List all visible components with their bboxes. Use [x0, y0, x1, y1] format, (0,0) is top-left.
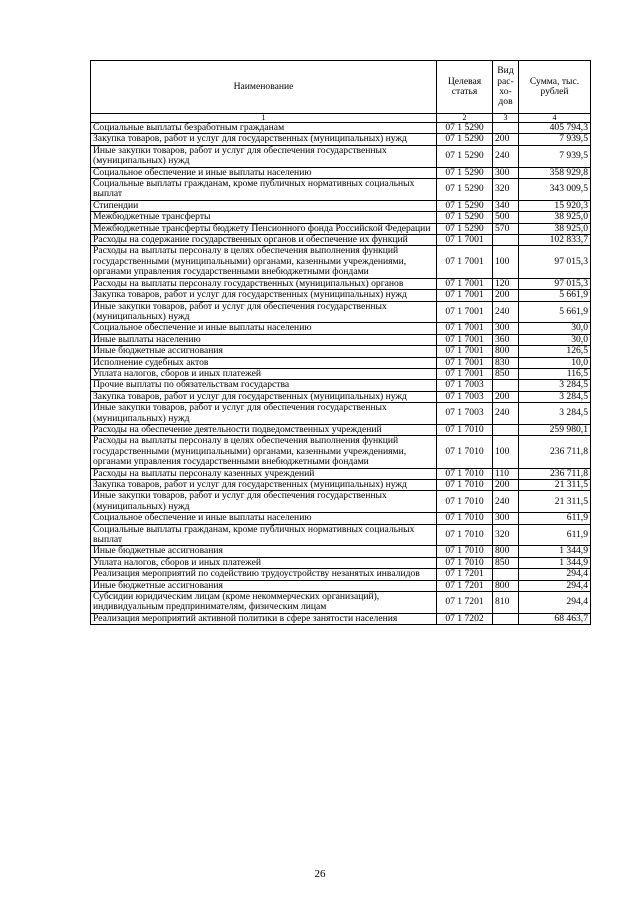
- table-row: [91, 123, 591, 134]
- cell-target-article: 07 1 7010: [437, 546, 493, 557]
- cell-amount: 10,0: [519, 357, 591, 368]
- cell-name: Межбюджетные трансферты бюджету Пенсионного фонда Российской Федерации: [91, 223, 437, 234]
- cell-name: Прочие выплаты по обязательствам государства: [91, 380, 437, 391]
- cell-name: Исполнение судебных актов: [91, 357, 437, 368]
- cell-name: Иные закупки товаров, работ и услуг для обеспечения государственных (муниципальных) нужд: [91, 491, 437, 513]
- cell-amount: 3 284,5: [519, 403, 591, 425]
- cell-expense-type: 200: [493, 391, 519, 402]
- cell-target-article: 07 1 5290: [437, 179, 493, 201]
- cell-expense-type: 320: [493, 524, 519, 546]
- table-row: [91, 491, 591, 513]
- cell-name: Социальное обеспечение и иные выплаты населению: [91, 323, 437, 334]
- header-code: Целевая статья: [437, 61, 493, 114]
- cell-name: Уплата налогов, сборов и иных платежей: [91, 368, 437, 379]
- table-row: [91, 278, 591, 289]
- cell-target-article: 07 1 7001: [437, 346, 493, 357]
- cell-expense-type: 100: [493, 436, 519, 468]
- cell-target-article: 07 1 7201: [437, 580, 493, 591]
- cell-amount: 126,5: [519, 346, 591, 357]
- cell-expense-type: 300: [493, 323, 519, 334]
- table-row: [91, 613, 591, 624]
- cell-name: Реализация мероприятий активной политики в сфере занятости населения: [91, 613, 437, 624]
- cell-amount: 5 661,9: [519, 301, 591, 323]
- cell-name: Реализация мероприятий по содействию трудоустройству незанятых инвалидов: [91, 569, 437, 580]
- table-row: [91, 524, 591, 546]
- cell-name: Социальные выплаты гражданам, кроме публичных нормативных социальных выплат: [91, 524, 437, 546]
- table-row: [91, 346, 591, 357]
- cell-amount: 38 925,0: [519, 223, 591, 234]
- cell-target-article: 07 1 7010: [437, 468, 493, 479]
- cell-amount: 1 344,9: [519, 557, 591, 568]
- cell-expense-type: 810: [493, 592, 519, 614]
- cell-amount: 3 284,5: [519, 391, 591, 402]
- cell-amount: 38 925,0: [519, 212, 591, 223]
- cell-target-article: 07 1 7001: [437, 301, 493, 323]
- table-row: [91, 134, 591, 145]
- header-row: [91, 61, 591, 114]
- cell-amount: 358 929,8: [519, 167, 591, 178]
- cell-target-article: 07 1 7010: [437, 424, 493, 435]
- cell-amount: 5 661,9: [519, 290, 591, 301]
- cell-name: Закупка товаров, работ и услуг для государственных (муниципальных) нужд: [91, 134, 437, 145]
- table-row: [91, 145, 591, 167]
- table-row: [91, 580, 591, 591]
- table-row: [91, 391, 591, 402]
- cell-target-article: 07 1 7001: [437, 235, 493, 246]
- cell-name: Социальные выплаты гражданам, кроме публичных нормативных социальных выплат: [91, 179, 437, 201]
- cell-amount: 21 311,5: [519, 491, 591, 513]
- cell-expense-type: 570: [493, 223, 519, 234]
- cell-amount: 343 009,5: [519, 179, 591, 201]
- cell-target-article: 07 1 7003: [437, 380, 493, 391]
- cell-expense-type: 830: [493, 357, 519, 368]
- cell-name: Иные бюджетные ассигнования: [91, 346, 437, 357]
- cell-expense-type: 240: [493, 491, 519, 513]
- table-row: [91, 368, 591, 379]
- cell-amount: 68 463,7: [519, 613, 591, 624]
- cell-target-article: 07 1 7202: [437, 613, 493, 624]
- cell-amount: 294,4: [519, 592, 591, 614]
- cell-target-article: 07 1 7001: [437, 278, 493, 289]
- table-row: [91, 212, 591, 223]
- cell-target-article: 07 1 7201: [437, 592, 493, 614]
- cell-expense-type: 100: [493, 246, 519, 278]
- cell-name: Субсидии юридическим лицам (кроме некоммерческих организаций), индивидуальным предпринимателям, физическим лицам: [91, 592, 437, 614]
- cell-amount: 259 980,1: [519, 424, 591, 435]
- cell-name: Стипендии: [91, 200, 437, 211]
- cell-expense-type: 200: [493, 290, 519, 301]
- table-row: [91, 436, 591, 468]
- cell-name: Расходы на обеспечение деятельности подведомственных учреждений: [91, 424, 437, 435]
- header-sum: Сумма, тыс. рублей: [519, 61, 591, 114]
- cell-expense-type: 120: [493, 278, 519, 289]
- cell-target-article: 07 1 7001: [437, 368, 493, 379]
- table-row: [91, 323, 591, 334]
- table-row: [91, 246, 591, 278]
- cell-name: Иные закупки товаров, работ и услуг для обеспечения государственных (муниципальных) нужд: [91, 145, 437, 167]
- cell-target-article: 07 1 5290: [437, 212, 493, 223]
- table-row: [91, 569, 591, 580]
- cell-target-article: 07 1 7001: [437, 246, 493, 278]
- cell-expense-type: [493, 380, 519, 391]
- table-row: [91, 380, 591, 391]
- cell-target-article: 07 1 5290: [437, 167, 493, 178]
- cell-expense-type: 850: [493, 368, 519, 379]
- cell-expense-type: 850: [493, 557, 519, 568]
- cell-expense-type: 200: [493, 480, 519, 491]
- cell-amount: 30,0: [519, 323, 591, 334]
- cell-target-article: 07 1 7010: [437, 491, 493, 513]
- cell-target-article: 07 1 5290: [437, 145, 493, 167]
- cell-name: Межбюджетные трансферты: [91, 212, 437, 223]
- cell-expense-type: 800: [493, 580, 519, 591]
- cell-amount: 611,9: [519, 513, 591, 524]
- cell-amount: 15 920,3: [519, 200, 591, 211]
- cell-name: Расходы на содержание государственных органов и обеспечение их функций: [91, 235, 437, 246]
- cell-name: Закупка товаров, работ и услуг для государственных (муниципальных) нужд: [91, 391, 437, 402]
- table-row: [91, 179, 591, 201]
- cell-name: Расходы на выплаты персоналу государственных (муниципальных) органов: [91, 278, 437, 289]
- cell-amount: 21 311,5: [519, 480, 591, 491]
- column-number: 4: [519, 114, 591, 123]
- cell-expense-type: 800: [493, 346, 519, 357]
- cell-name: Уплата налогов, сборов и иных платежей: [91, 557, 437, 568]
- cell-target-article: 07 1 5290: [437, 200, 493, 211]
- table-row: [91, 546, 591, 557]
- table-row: [91, 592, 591, 614]
- cell-amount: 611,9: [519, 524, 591, 546]
- cell-expense-type: 340: [493, 200, 519, 211]
- cell-name: Иные бюджетные ассигнования: [91, 546, 437, 557]
- cell-name: Расходы на выплаты персоналу казенных учреждений: [91, 468, 437, 479]
- page-number: 26: [314, 868, 326, 880]
- cell-expense-type: 240: [493, 403, 519, 425]
- cell-name: Иные закупки товаров, работ и услуг для обеспечения государственных (муниципальных) нужд: [91, 403, 437, 425]
- cell-amount: 236 711,8: [519, 468, 591, 479]
- cell-amount: 236 711,8: [519, 436, 591, 468]
- cell-expense-type: [493, 123, 519, 134]
- cell-amount: 7 939,5: [519, 134, 591, 145]
- table-header: [91, 61, 591, 123]
- budget-table: [90, 60, 591, 625]
- header-name: Наименование: [91, 61, 437, 114]
- table-row: [91, 357, 591, 368]
- column-number: 2: [437, 114, 493, 123]
- cell-target-article: 07 1 7201: [437, 569, 493, 580]
- table-row: [91, 290, 591, 301]
- cell-expense-type: 200: [493, 134, 519, 145]
- cell-name: Социальное обеспечение и иные выплаты населению: [91, 167, 437, 178]
- cell-expense-type: 240: [493, 301, 519, 323]
- cell-name: Расходы на выплаты персоналу в целях обеспечения выполнения функций государственными (муниципальными) органами, казенными учреждениями, органами управления государственными внебюджетными фондами: [91, 246, 437, 278]
- cell-target-article: 07 1 5290: [437, 223, 493, 234]
- cell-name: Социальное обеспечение и иные выплаты населению: [91, 513, 437, 524]
- table-row: [91, 468, 591, 479]
- column-number: 3: [493, 114, 519, 123]
- cell-expense-type: [493, 569, 519, 580]
- budget-table-page: [90, 60, 590, 625]
- cell-expense-type: 300: [493, 167, 519, 178]
- cell-amount: 97 015,3: [519, 278, 591, 289]
- table-row: [91, 557, 591, 568]
- table-row: [91, 424, 591, 435]
- cell-expense-type: [493, 235, 519, 246]
- table-row: [91, 235, 591, 246]
- cell-name: Закупка товаров, работ и услуг для государственных (муниципальных) нужд: [91, 290, 437, 301]
- cell-target-article: 07 1 7001: [437, 323, 493, 334]
- cell-target-article: 07 1 5290: [437, 123, 493, 134]
- cell-target-article: 07 1 7010: [437, 480, 493, 491]
- cell-expense-type: 240: [493, 145, 519, 167]
- table-row: [91, 167, 591, 178]
- cell-target-article: 07 1 7010: [437, 436, 493, 468]
- cell-amount: 1 344,9: [519, 546, 591, 557]
- cell-expense-type: 500: [493, 212, 519, 223]
- cell-name: Иные бюджетные ассигнования: [91, 580, 437, 591]
- cell-amount: 7 939,5: [519, 145, 591, 167]
- table-row: [91, 223, 591, 234]
- table-row: [91, 301, 591, 323]
- table-row: [91, 403, 591, 425]
- cell-target-article: 07 1 7001: [437, 290, 493, 301]
- cell-amount: 97 015,3: [519, 246, 591, 278]
- table-row: [91, 480, 591, 491]
- cell-target-article: 07 1 7003: [437, 403, 493, 425]
- table-row: [91, 200, 591, 211]
- cell-expense-type: 320: [493, 179, 519, 201]
- cell-amount: 3 284,5: [519, 380, 591, 391]
- cell-amount: 30,0: [519, 334, 591, 345]
- cell-name: Социальные выплаты безработным гражданам: [91, 123, 437, 134]
- cell-target-article: 07 1 7001: [437, 357, 493, 368]
- cell-target-article: 07 1 7003: [437, 391, 493, 402]
- cell-amount: 294,4: [519, 569, 591, 580]
- cell-amount: 405 794,3: [519, 123, 591, 134]
- cell-target-article: 07 1 7001: [437, 334, 493, 345]
- cell-expense-type: [493, 424, 519, 435]
- cell-amount: 102 833,7: [519, 235, 591, 246]
- cell-expense-type: [493, 613, 519, 624]
- cell-target-article: 07 1 5290: [437, 134, 493, 145]
- table-body: [91, 123, 591, 625]
- cell-expense-type: 110: [493, 468, 519, 479]
- cell-target-article: 07 1 7010: [437, 557, 493, 568]
- cell-expense-type: 360: [493, 334, 519, 345]
- cell-target-article: 07 1 7010: [437, 513, 493, 524]
- table-row: [91, 513, 591, 524]
- cell-name: Закупка товаров, работ и услуг для государственных (муниципальных) нужд: [91, 480, 437, 491]
- cell-expense-type: 300: [493, 513, 519, 524]
- header-type: Вид рас-хо-дов: [493, 61, 519, 114]
- cell-name: Иные закупки товаров, работ и услуг для обеспечения государственных (муниципальных) нужд: [91, 301, 437, 323]
- table-row: [91, 334, 591, 345]
- cell-name: Иные выплаты населению: [91, 334, 437, 345]
- cell-amount: 294,4: [519, 580, 591, 591]
- cell-name: Расходы на выплаты персоналу в целях обеспечения выполнения функций государственными (муниципальными) органами, казенными учреждениями, органами управления государственными внебюджетными фондами: [91, 436, 437, 468]
- column-number: 1: [91, 114, 437, 123]
- cell-expense-type: 800: [493, 546, 519, 557]
- cell-target-article: 07 1 7010: [437, 524, 493, 546]
- cell-amount: 116,5: [519, 368, 591, 379]
